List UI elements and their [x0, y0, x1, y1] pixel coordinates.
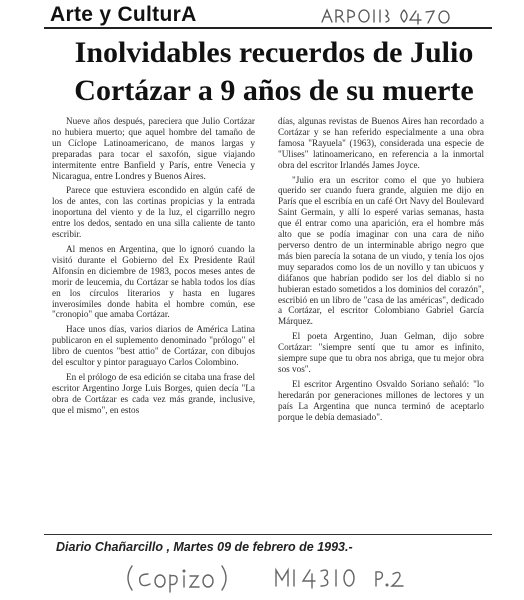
- paragraph: El escritor Argentino Osvaldo Soriano señaló: "lo heredarán por generaciones millones de lectores y un país La Argentina que nunca terminó de aceptarlo porque le debía demasiado".: [278, 378, 484, 422]
- dateline: Diario Chañarcillo , Martes 09 de febrero de 1993.-: [56, 540, 353, 554]
- paragraph: Parece que estuviera escondido en algún café de los de antes, con las cortinas propicias y la entrada inoportuna del viento y de la luz, el cigarrillo negro entre los dedos, sentado en una silla caliente de tanto escribir.: [52, 185, 255, 240]
- paragraph: días, algunas revistas de Buenos Aires han recordado a Cortázar y se han referido especialmente a una obra famosa "Rayuela" (1963), considerada una especie de "Ulises" latinoamericano, en referencia a la inmortal obra del escritor Irlandés James Joyce.: [278, 116, 484, 170]
- headline: [54, 34, 494, 110]
- paragraph: Hace unos días, varios diarios de América Latina publicaron en el suplemento denominado "prólogo" el libro de cuentos "best attio" de Cortázar, con dibujos del escultor y pintor paraguayo Carlos Colombino.: [52, 324, 255, 368]
- article-column-right: [278, 116, 484, 426]
- paragraph: En el prólogo de esa edición se citaba una frase del escritor Argentino Jorge Luis Borges, quien decía "La obra de Cortázar es cada vez más grande, inclusive, que el mismo", en estos: [52, 371, 255, 415]
- headline-line-2: Cortázar a 9 años de su muerte: [74, 74, 474, 107]
- handwritten-archive-code: [318, 2, 458, 32]
- article-column-left: [52, 116, 255, 420]
- handwritten-bottom-note: [124, 562, 424, 594]
- paragraph: Nueve años después, pareciera que Julio Cortázar no hubiera muerto; que aquel hombre del tamaño de un Cíclope Latinoamericano, de manos largas y preparadas para tocar el saxofón, sigue viajando intermitente entre Banfield y París, entre Venecia y Nicaragua, entre Londres y Buenos Aires.: [52, 116, 255, 181]
- footer-divider: [44, 534, 492, 535]
- section-title: Arte y CulturA: [50, 3, 197, 26]
- paragraph: "Julio era un escritor como el que yo hubiera querido ser cuando fuera grande, alguien me dijo en París que el escribía en un café Ort Navy del Boulevard Saint Germain, y allí lo esperé varias semanas, hasta que él entrar como una aparición, era el hombre más alto que se podía imaginar con una cara de niño perverso dentro de un interminable abrigo negro que más bien parecía la sotana de un viudo, y tenía los ojos muy separados como los de un novillo y tan ubicuos y diáfanos que habrían podido ser los del diablo si no hubieran estado sometidos a los dominios del corazón", escribió en un libro de "casa de las américas", dedicado a Cortázar, el escritor Colombiano Gabriel García Márquez.: [278, 174, 484, 327]
- paragraph: Al menos en Argentina, que lo ignoró cuando la visitó durante el Gobierno del Ex Presidente Raúl Alfonsín en diciembre de 1983, pocos meses antes de morir de leucemia, du Cortázar se habla todos los días en los círculos literarios y hasta en lugares inverosímiles donde habita el hombre común, ese "cronopio" que amaba Cortázar.: [52, 243, 255, 320]
- headline-line-1: Inolvidables recuerdos de Julio: [74, 36, 474, 69]
- paragraph: El poeta Argentino, Juan Gelman, dijo sobre Cortázar: "siempre sentí que tu amor es infinito, siempre supe que tu obra nos abriga, que tu mejor obra sos vos".: [278, 331, 484, 374]
